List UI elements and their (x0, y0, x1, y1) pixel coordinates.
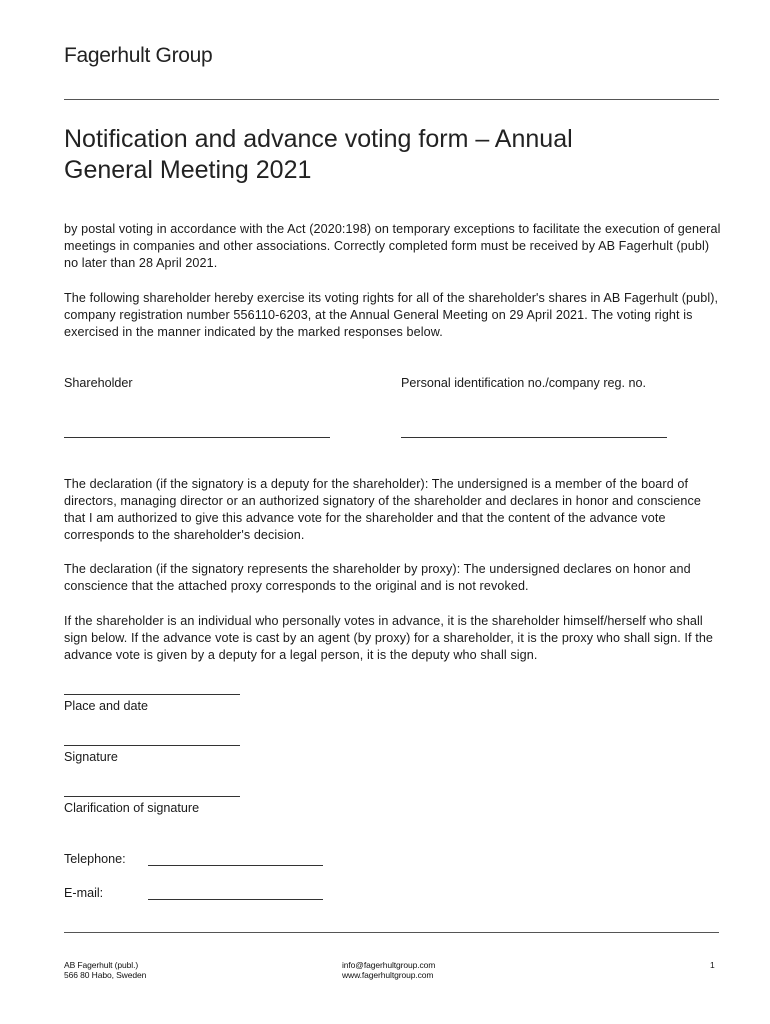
place-date-field[interactable] (64, 694, 240, 695)
email-label: E-mail: (64, 886, 104, 900)
signature-field[interactable] (64, 745, 240, 746)
footer-company-address: 566 80 Habo, Sweden (64, 970, 147, 980)
clarification-label: Clarification of signature (64, 801, 200, 815)
personal-id-field[interactable] (401, 437, 667, 438)
telephone-label: Telephone: (64, 852, 126, 866)
statement-paragraph: The following shareholder hereby exercise its voting rights for all of the shareholder's shares in AB Fagerhult (publ), company registration number 556110-6203, at the Annual General Meeting on 29 April 2021. The voting right is exercised in the manner indicated by the marked responses below. (64, 291, 719, 339)
personal-id-label: Personal identification no./company reg. no. (401, 376, 647, 390)
page-number: 1 (710, 960, 715, 970)
intro-paragraph: by postal voting in accordance with the Act (2020:198) on temporary exceptions to facilitate the execution of general meetings in companies and other associations. Correctly completed form must be received by AB Fagerhult (publ) no later than 28 April 2021. (64, 222, 721, 270)
footer-contact (342, 960, 435, 980)
title-line-2: General Meeting 2021 (64, 156, 312, 184)
footer-email-link[interactable]: info@fagerhultgroup.com (342, 960, 436, 970)
company-logo: Fagerhult Group (64, 44, 213, 67)
declaration-proxy-paragraph: The declaration (if the signatory represents the shareholder by proxy): The undersigned declares on honor and conscience that the attached proxy corresponds to the original and is not revoked. (64, 562, 691, 593)
footer-website-link[interactable]: www.fagerhultgroup.com (342, 970, 434, 980)
email-field[interactable] (148, 899, 323, 900)
title-line-1: Notification and advance voting form – Annual (64, 125, 573, 153)
page-title (64, 124, 724, 186)
footer-divider (64, 932, 719, 933)
place-date-label: Place and date (64, 699, 149, 713)
signing-note-paragraph: If the shareholder is an individual who personally votes in advance, it is the shareholder himself/herself who shall sign below. If the advance vote is cast by an agent (by proxy) for a shareholder, it is the proxy who shall sign. If the advance vote is given by a deputy for a legal person, it is the deputy who shall sign. (64, 614, 714, 662)
shareholder-label: Shareholder (64, 376, 133, 390)
footer-company (64, 960, 146, 980)
shareholder-field[interactable] (64, 437, 330, 438)
telephone-field[interactable] (148, 865, 323, 866)
header-divider (64, 99, 719, 100)
clarification-field[interactable] (64, 796, 240, 797)
footer-company-name: AB Fagerhult (publ.) (64, 960, 139, 970)
declaration-deputy-paragraph: The declaration (if the signatory is a deputy for the shareholder): The undersigned is a member of the board of directors, managing director or an authorized signatory of the shareholder and declares in honor and conscience that I am authorized to give this advance vote for the shareholder and that the content of the advance vote corresponds to the shareholder's decision. (64, 477, 701, 542)
signature-label: Signature (64, 750, 118, 764)
